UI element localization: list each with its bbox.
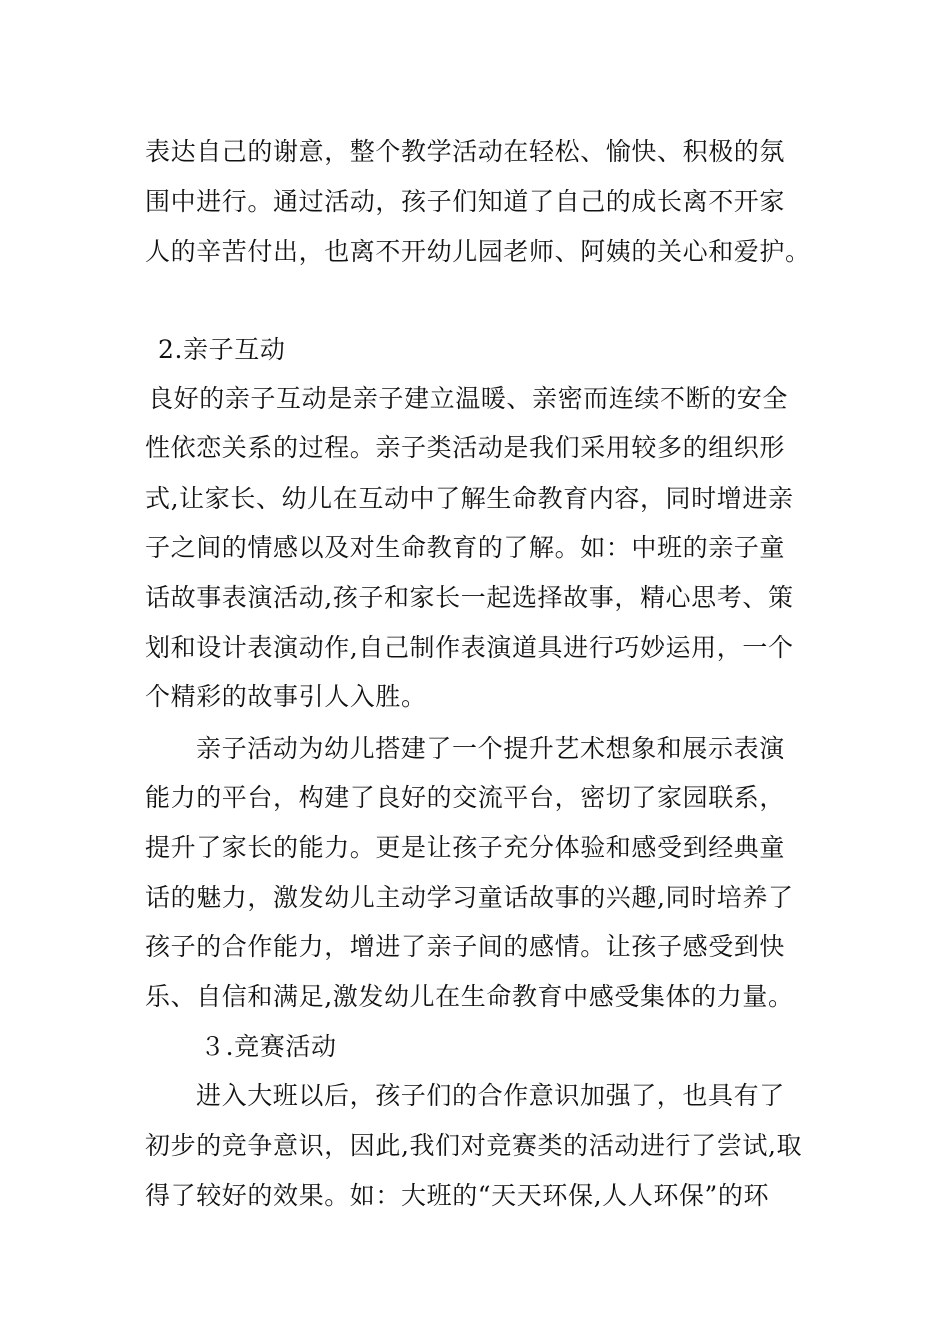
text-line: 初步的竞争意识，因此,我们对竞赛类的活动进行了尝试,取 [145, 1131, 803, 1160]
text-line: 乐、自信和满足,激发幼儿在生命教育中感受集体的力量。 [145, 982, 794, 1011]
text-line: 得了较好的效果。如：大班的“天天环保,人人环保”的环 [145, 1181, 770, 1210]
text-line: 亲子活动为幼儿搭建了一个提升艺术想象和展示表演 [196, 734, 785, 763]
text-line: 提升了家长的能力。更是让孩子充分体验和感受到经典童 [145, 833, 786, 862]
text-line: 孩子的合作能力，增进了亲子间的感情。让孩子感受到快 [145, 932, 786, 961]
text-line: 能力的平台，构建了良好的交流平台，密切了家园联系， [145, 783, 786, 812]
text-line: 围中进行。通过活动，孩子们知道了自己的成长离不开家 [145, 187, 786, 216]
text-line: 话的魅力，激发幼儿主动学习童话故事的兴趣,同时培养了 [145, 883, 794, 912]
text-line: 良好的亲子互动是亲子建立温暖、亲密而连续不断的安全 [148, 384, 789, 413]
text-line: 进入大班以后，孩子们的合作意识加强了，也具有了 [196, 1081, 785, 1110]
text-line: 人的辛苦付出，也离不开幼儿园老师、阿姨的关心和爱护。 [145, 237, 811, 266]
section-heading-3: ３.竞赛活动 [200, 1032, 337, 1061]
text-line: 话故事表演活动,孩子和家长一起选择故事，精心思考、策 [145, 583, 794, 612]
text-line: 式,让家长、幼儿在互动中了解生命教育内容，同时增进亲 [145, 484, 794, 513]
text-line: 表达自己的谢意，整个教学活动在轻松、愉快、积极的氛 [145, 137, 786, 166]
text-line: 子之间的情感以及对生命教育的了解。如：中班的亲子童 [145, 533, 786, 562]
text-line: 个精彩的故事引人入胜。 [145, 682, 427, 711]
section-heading-2: 2.亲子互动 [158, 335, 286, 364]
text-line: 划和设计表演动作,自己制作表演道具进行巧妙运用，一个 [145, 633, 794, 662]
text-line: 性依恋关系的过程。亲子类活动是我们采用较多的组织形 [145, 433, 786, 462]
